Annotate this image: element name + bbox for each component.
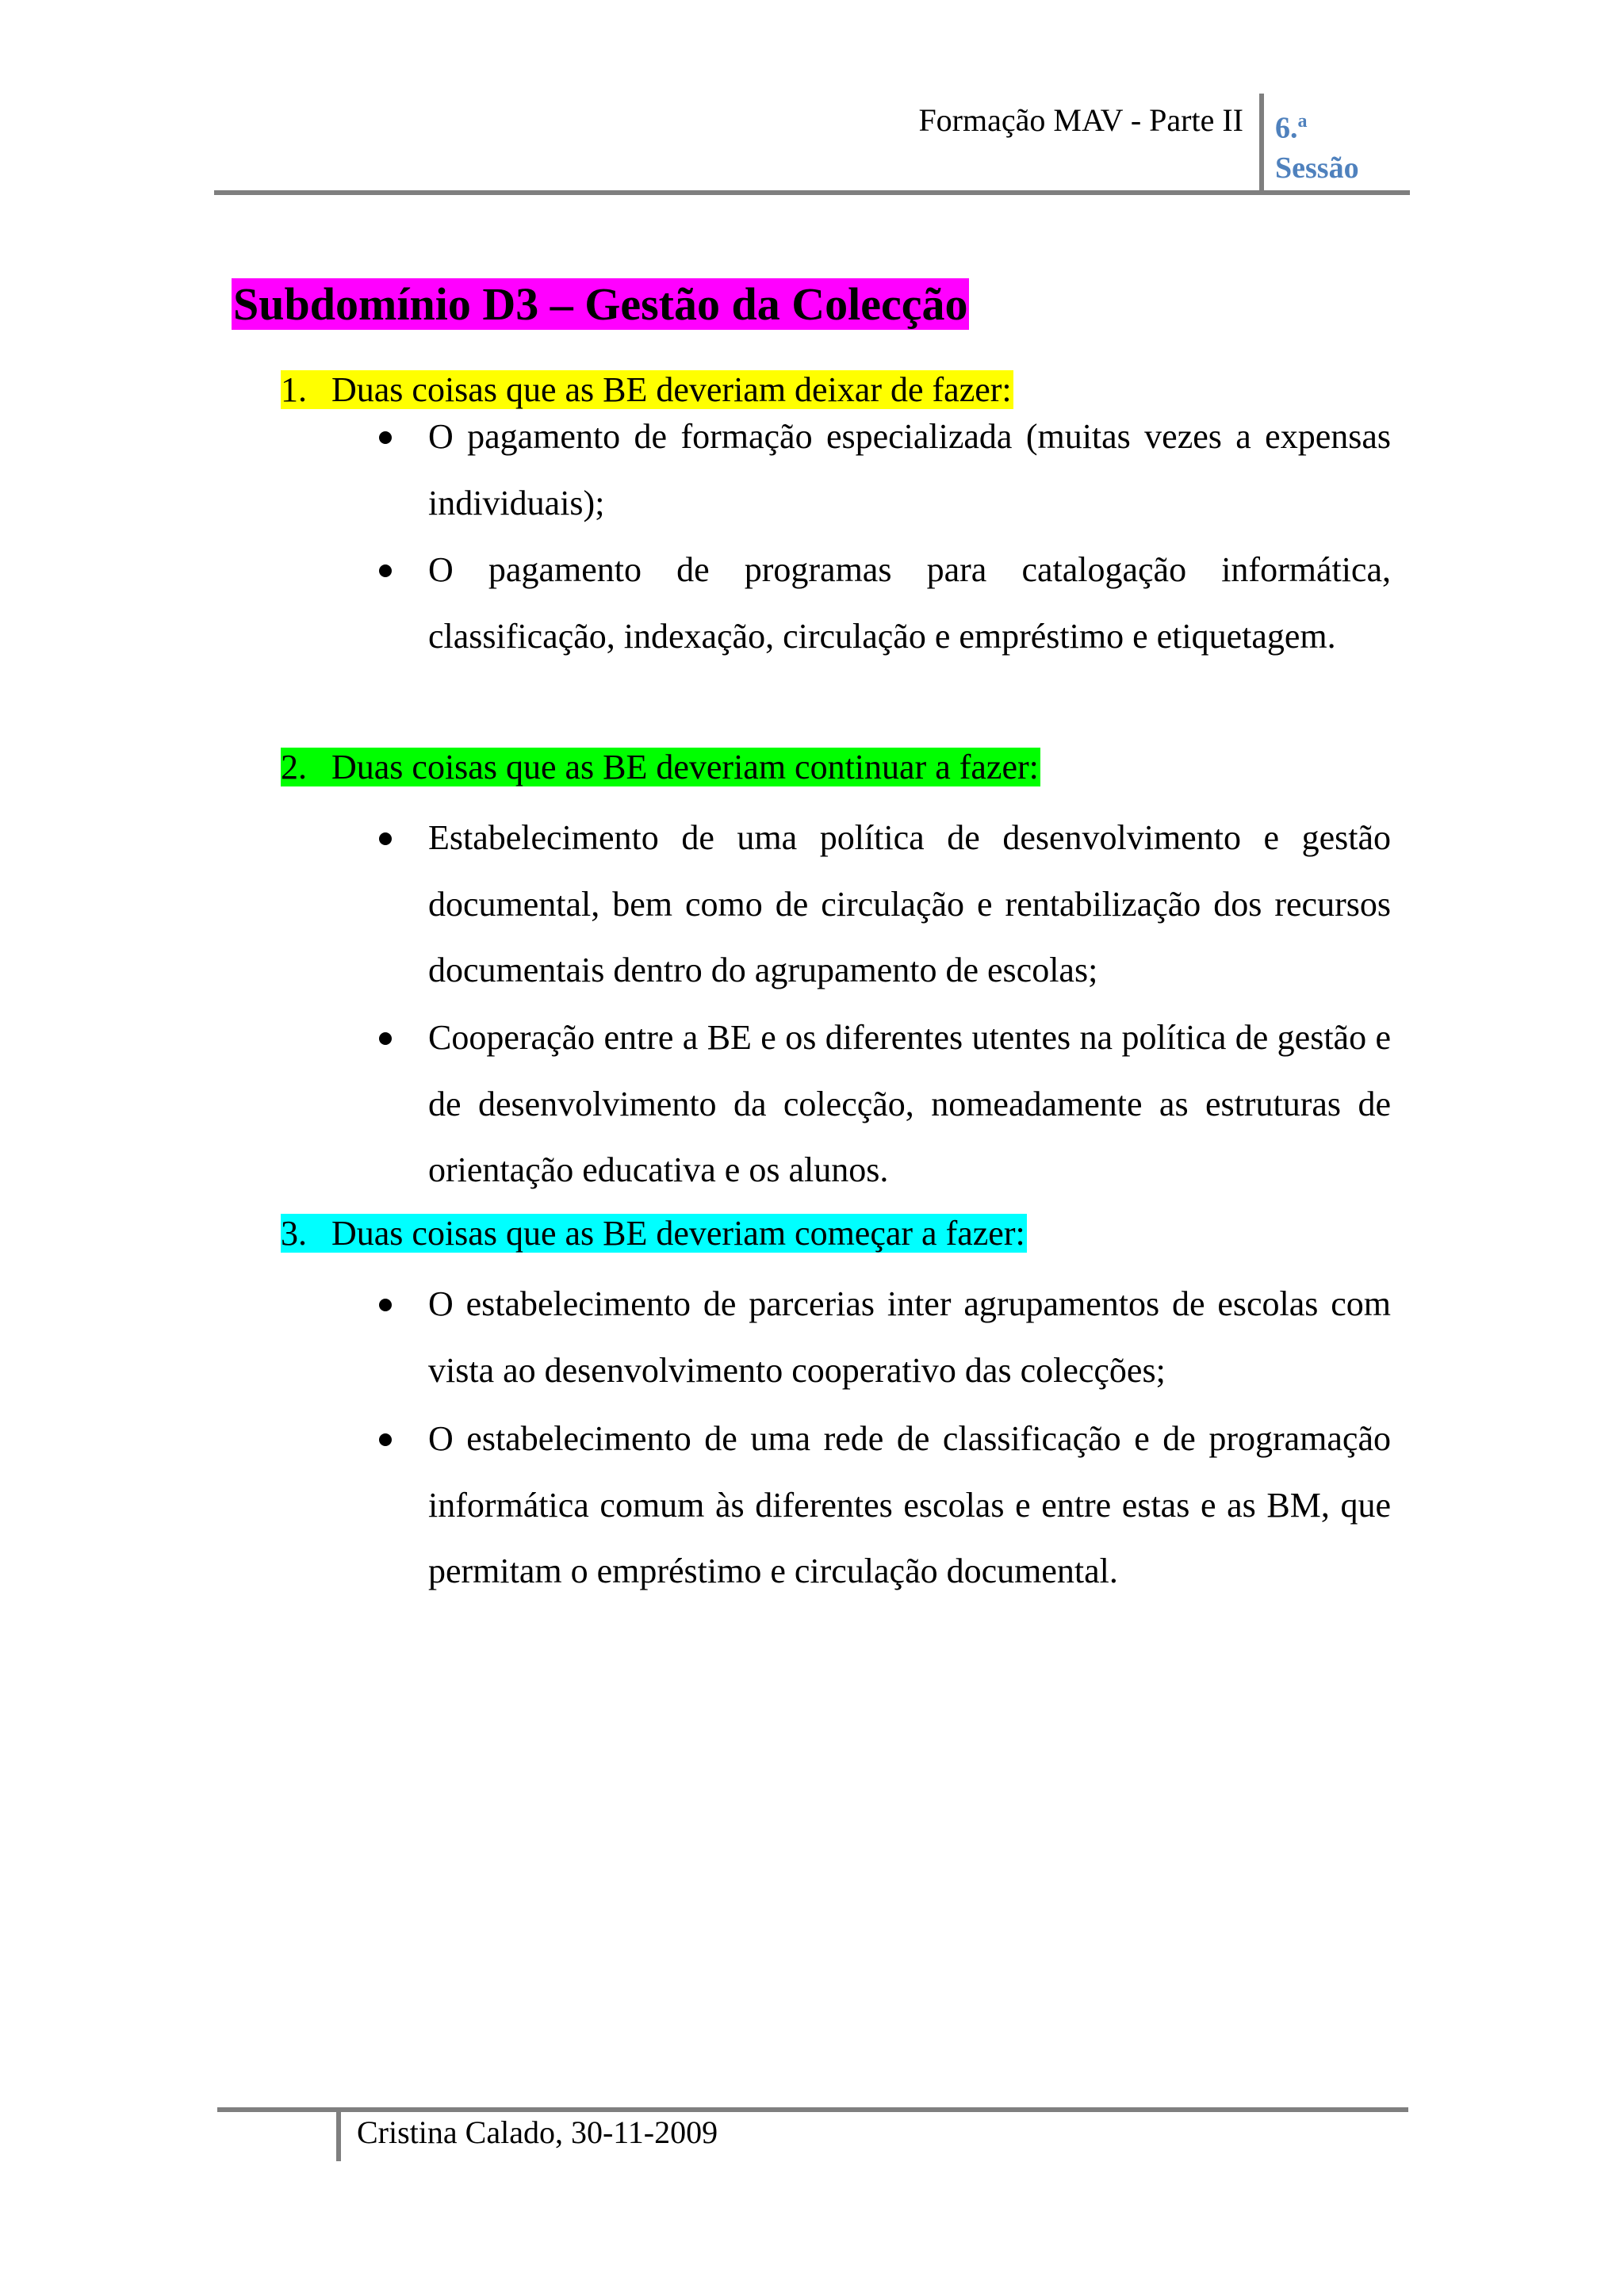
section-3-bullet-2: O estabelecimento de uma rede de classificação e de programação informática comum às diferentes escolas e entre estas e as BM, que permitam o empréstimo e circulação documental. (428, 1419, 1391, 1590)
heading-text: Subdomínio D3 – Gestão da Colecção (233, 278, 968, 330)
section-2-number: 2. (281, 748, 307, 786)
section-1-bullet-2: O pagamento de programas para catalogação informática, classificação, indexação, circulação e empréstimo e etiquetagem. (428, 550, 1391, 656)
session-word: Sessão (1275, 151, 1359, 185)
section-3-label (281, 1213, 1027, 1254)
section-3-number: 3. (281, 1214, 307, 1253)
section-3-text: Duas coisas que as BE deveriam começar a fazer: (331, 1214, 1025, 1253)
bullet-dot (379, 431, 392, 444)
bullet-dot (379, 832, 392, 845)
header-rule (214, 190, 1410, 195)
footer-divider (336, 2112, 341, 2161)
section-1-text: Duas coisas que as BE deveriam deixar de fazer: (331, 370, 1012, 409)
section-2-bullet-2: Cooperação entre a BE e os diferentes utentes na política de gestão e de desenvolvimento da colecção, nomeadamente as estruturas de orientação educativa e os alunos. (428, 1018, 1391, 1189)
header-title: Formação MAV - Parte II (918, 102, 1243, 138)
session-number: 6. (1275, 111, 1298, 145)
section-3-bullet-1: O estabelecimento de parcerias inter agrupamentos de escolas com vista ao desenvolvimento cooperativo das colecções; (428, 1284, 1391, 1390)
bullet-dot (379, 564, 392, 577)
header-session (1275, 101, 1402, 188)
section-2-label (281, 747, 1040, 788)
bullet-dot (379, 1299, 392, 1311)
section-1-number: 1. (281, 370, 307, 409)
bullet-dot (379, 1433, 392, 1446)
bullet-dot (379, 1032, 392, 1045)
footer-author-date: Cristina Calado, 30-11-2009 (357, 2114, 718, 2150)
section-2-bullet-1: Estabelecimento de uma política de desenvolvimento e gestão documental, bem como de circulação e rentabilização dos recursos documentais dentro do agrupamento de escolas; (428, 818, 1391, 989)
section-2-text: Duas coisas que as BE deveriam continuar a fazer: (331, 748, 1039, 786)
section-1-bullet-1: O pagamento de formação especializada (muitas vezes a expensas individuais); (428, 417, 1391, 522)
footer-rule (217, 2107, 1408, 2112)
section-2-highlight (281, 748, 1040, 786)
session-ordinal: a (1297, 111, 1308, 132)
section-3-highlight (281, 1214, 1027, 1253)
page-heading (232, 276, 969, 333)
header-divider (1259, 94, 1264, 193)
